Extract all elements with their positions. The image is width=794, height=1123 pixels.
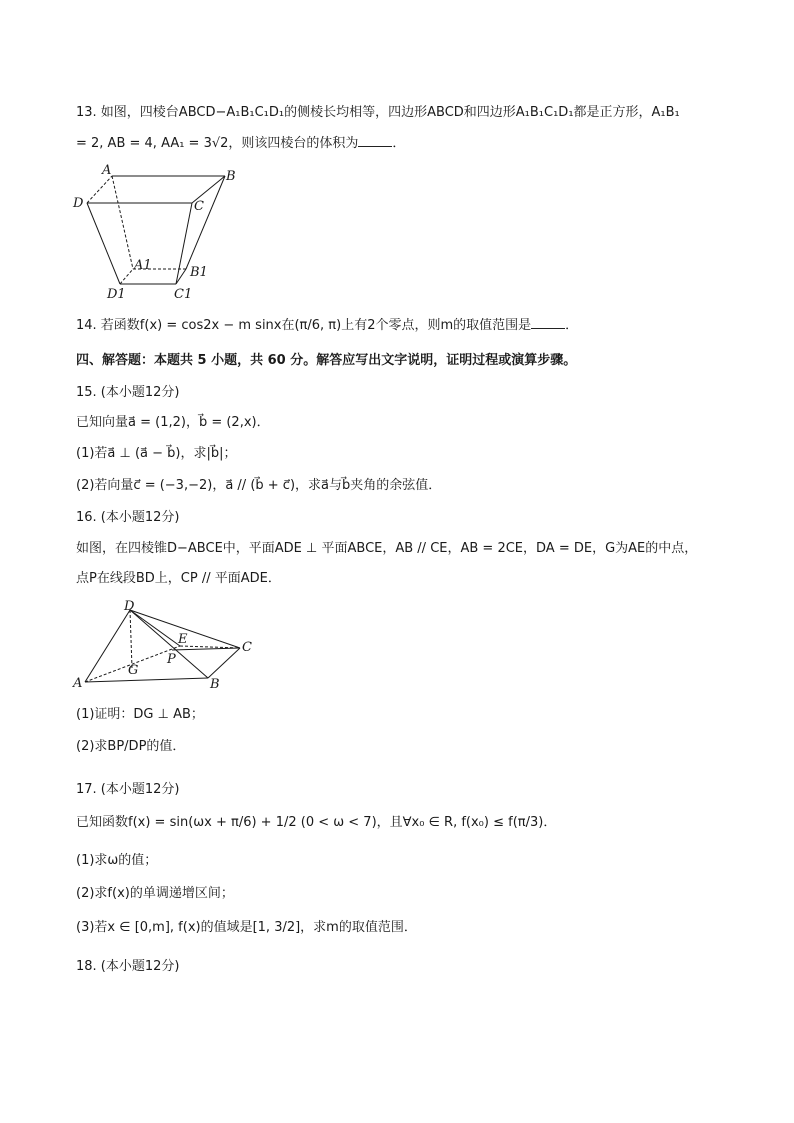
label-D: D (73, 196, 84, 211)
label-G: G (128, 663, 139, 678)
q17-title: 17. (本小题12分) (76, 782, 180, 797)
label-D1: D1 (107, 287, 126, 302)
q17-part3: (3)若x ∈ [0,m], f(x)的值域是[1, 3/2]，求m的取值范围． (76, 920, 417, 935)
q15-part1: (1)若a⃗ ⊥ (a⃗ − b⃗)，求|b⃗|； (76, 446, 237, 461)
label-C1: C1 (174, 287, 193, 302)
q15-part2: (2)若向量c⃗ = (−3,−2)，a⃗ // (b⃗ + c⃗)，求a⃗与b⃗夹角的余弦值． (76, 478, 442, 493)
q14-end: ． (565, 318, 579, 333)
q13-line2-end: ． (392, 136, 406, 151)
q17-part2: (2)求f(x)的单调递增区间； (76, 886, 234, 901)
q13-line1: 13. 如图，四棱台ABCD−A₁B₁C₁D₁的侧棱长均相等，四边形ABCD和四边形A₁B₁C₁D₁都是正方形，A₁B₁ (76, 105, 680, 120)
label-E: E (178, 632, 188, 647)
label-B1: B1 (190, 265, 208, 280)
q15-title: 15. (本小题12分) (76, 385, 180, 400)
q17-stem: 已知函数f(x) = sin(ωx + π/6) + 1/2 (0 < ω < 7)，且∀x₀ ∈ R, f(x₀) ≤ f(π/3)． (76, 815, 557, 830)
label-P: P (167, 652, 176, 667)
label-D: D (124, 599, 135, 614)
frustum-figure (70, 160, 250, 305)
label-C: C (242, 640, 252, 655)
q15-stem: 已知向量a⃗ = (1,2)，b⃗ = (2,x)． (76, 415, 270, 430)
answer-blank (358, 134, 392, 147)
q13-line2 (76, 134, 405, 153)
label-B: B (210, 677, 220, 692)
section-heading: 四、解答题：本题共 5 小题，共 60 分。解答应写出文字说明，证明过程或演算步骤。 (76, 353, 577, 368)
label-C: C (194, 199, 204, 214)
q16-title: 16. (本小题12分) (76, 510, 180, 525)
q16-part2: (2)求BP/DP的值． (76, 739, 186, 754)
label-B: B (226, 169, 236, 184)
q17-part1: (1)求ω的值； (76, 853, 158, 868)
q16-part1: (1)证明：DG ⊥ AB； (76, 707, 204, 722)
label-A: A (73, 676, 83, 691)
pyramid-figure (70, 598, 270, 693)
label-A1: A1 (134, 258, 152, 273)
q16-stem2: 点P在线段BD上，CP // 平面ADE． (76, 571, 281, 586)
q18-title: 18. (本小题12分) (76, 959, 180, 974)
q13-line2-text: = 2, AB = 4, AA₁ = 3√2，则该四棱台的体积为 (76, 136, 359, 151)
q14-text: 14. 若函数f(x) = cos2x − m sinx在(π/6, π)上有2个零点，则m的取值范围是 (76, 318, 532, 333)
q14-line (76, 316, 578, 335)
answer-blank (531, 316, 565, 329)
q16-stem1: 如图，在四棱锥D−ABCE中，平面ADE ⊥ 平面ABCE，AB // CE，AB = 2CE，DA = DE，G为AE的中点， (76, 541, 698, 556)
label-A: A (102, 163, 112, 178)
